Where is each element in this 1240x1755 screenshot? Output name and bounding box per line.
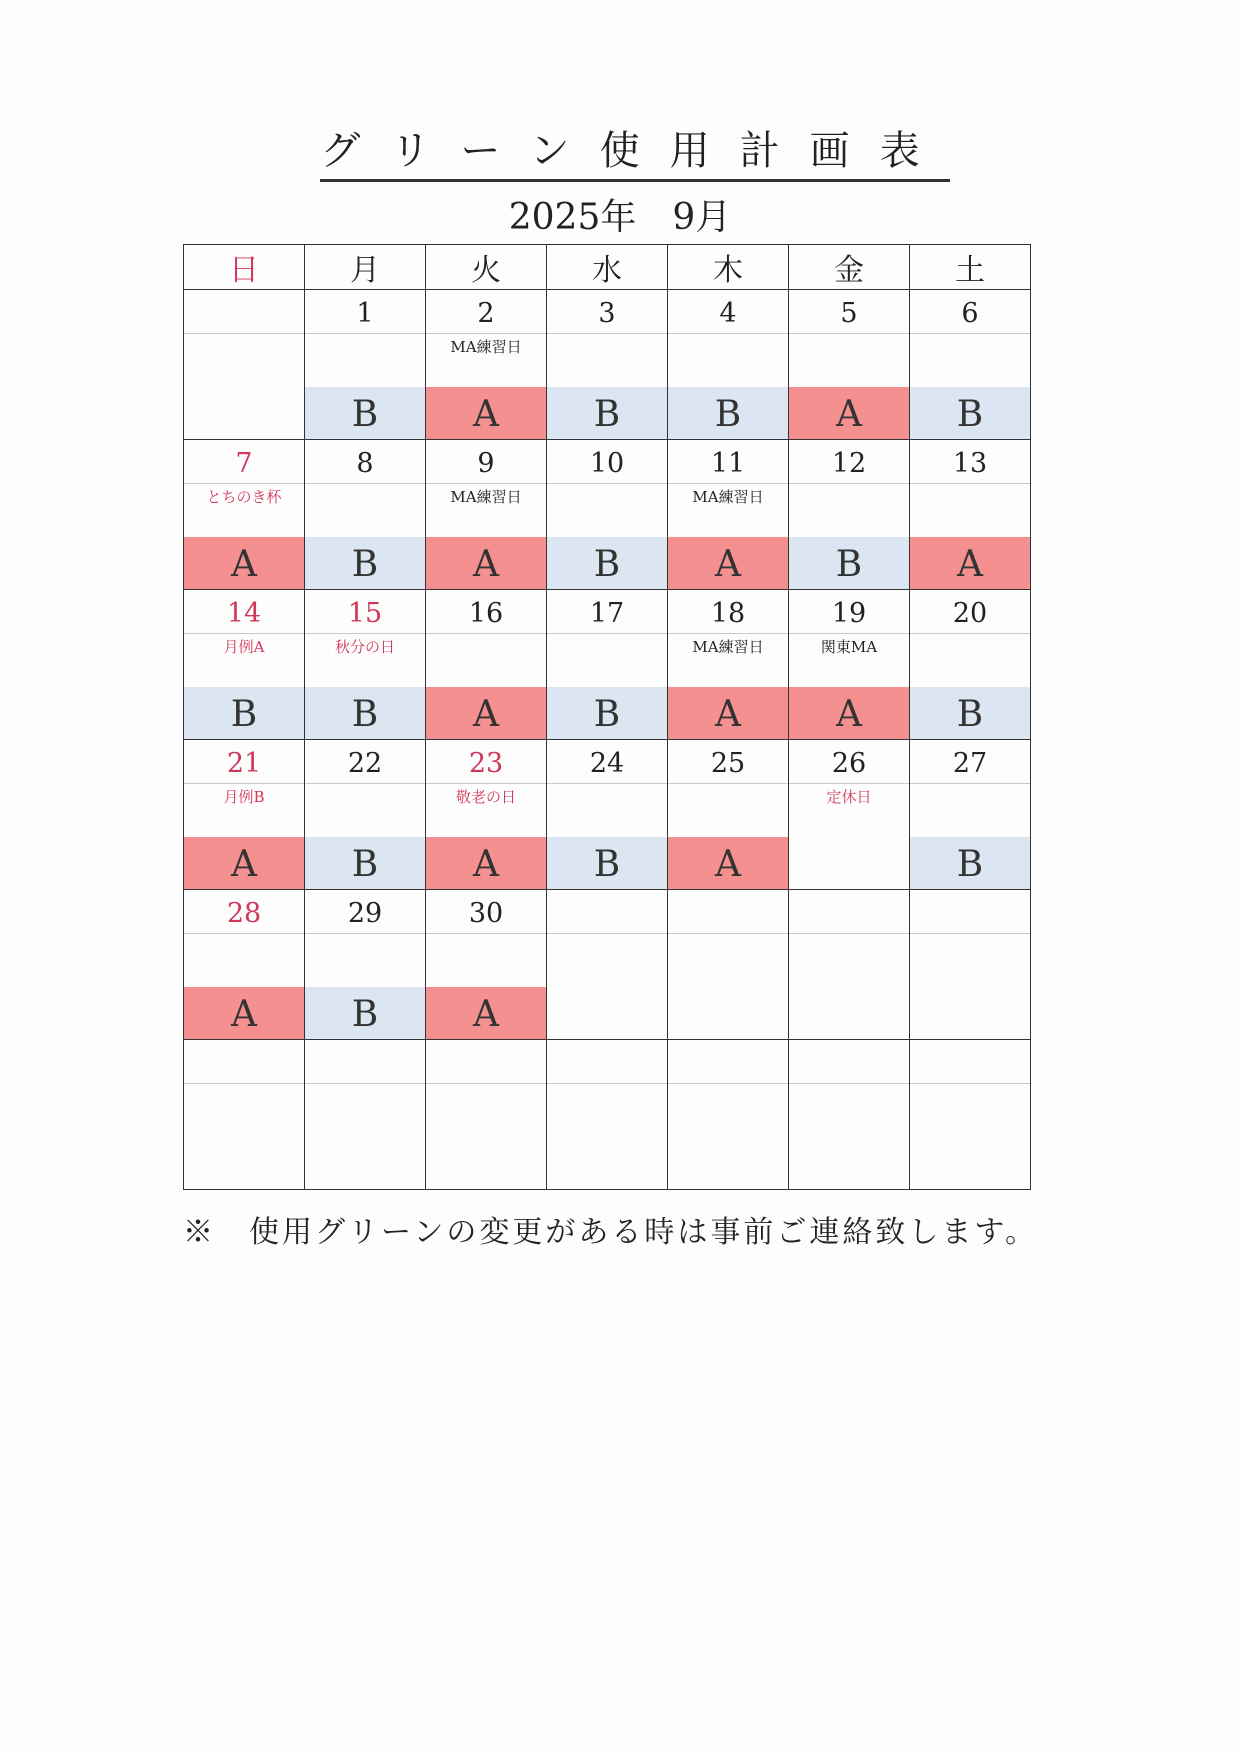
day-number: 30 [426, 890, 546, 934]
weekday-header: 月 [305, 245, 426, 290]
green-assignment: A [426, 387, 546, 439]
day-note [305, 934, 425, 976]
day-number: 1 [305, 290, 425, 334]
day-cell [910, 290, 1031, 440]
day-number [910, 890, 1030, 934]
green-assignment: A [668, 687, 788, 739]
day-cell [184, 590, 305, 740]
day-cell [426, 890, 547, 1040]
day-note [547, 334, 667, 376]
day-note: 関東MA [820, 638, 878, 656]
day-cell [547, 740, 668, 890]
day-number: 26 [789, 740, 909, 784]
day-note [305, 484, 425, 526]
green-assignment: B [668, 387, 788, 439]
weekday-header: 日 [184, 245, 305, 290]
green-assignment: A [426, 837, 546, 889]
day-number [426, 1040, 546, 1084]
day-number: 27 [910, 740, 1030, 784]
week-row [184, 440, 1031, 590]
day-cell [668, 590, 789, 740]
green-assignment: B [305, 987, 425, 1039]
day-note: MA練習日 [450, 338, 522, 356]
day-note [305, 784, 425, 826]
day-cell [910, 440, 1031, 590]
day-number [789, 1040, 909, 1084]
day-note [789, 484, 909, 526]
day-number: 22 [305, 740, 425, 784]
day-note [789, 934, 909, 976]
day-number: 10 [547, 440, 667, 484]
day-note [910, 634, 1030, 676]
footnote: ※ 使用グリーンの変更がある時は事前ご連絡致します。 [183, 1215, 1038, 1250]
day-number: 17 [547, 590, 667, 634]
green-assignment: A [668, 537, 788, 589]
day-cell [789, 290, 910, 440]
day-note: 秋分の日 [334, 638, 395, 656]
day-cell [910, 590, 1031, 740]
day-cell [426, 1040, 547, 1190]
day-note: MA練習日 [450, 488, 522, 506]
calendar-table [183, 244, 1031, 1190]
green-assignment: B [910, 837, 1030, 889]
green-assignment: A [426, 537, 546, 589]
day-number: 11 [668, 440, 788, 484]
day-cell [547, 440, 668, 590]
day-cell [184, 290, 305, 440]
day-note: MA練習日 [692, 488, 764, 506]
day-note [547, 784, 667, 826]
green-assignment: B [305, 837, 425, 889]
day-number: 29 [305, 890, 425, 934]
day-cell [910, 1040, 1031, 1190]
day-number: 16 [426, 590, 546, 634]
green-assignment: B [910, 687, 1030, 739]
green-assignment: A [668, 837, 788, 889]
day-note [547, 634, 667, 676]
day-number: 2 [426, 290, 546, 334]
day-number: 4 [668, 290, 788, 334]
day-note [910, 934, 1030, 976]
day-note: MA練習日 [692, 638, 764, 656]
day-note [910, 484, 1030, 526]
day-note [547, 934, 667, 976]
day-note [426, 634, 546, 676]
day-number: 28 [184, 890, 304, 934]
day-cell [789, 590, 910, 740]
day-cell [789, 1040, 910, 1190]
day-note [910, 334, 1030, 376]
day-cell [668, 890, 789, 1040]
day-cell [305, 590, 426, 740]
day-cell [426, 740, 547, 890]
day-note [184, 934, 304, 976]
title-text: グリーン使用計画表 [320, 129, 949, 182]
day-note: 敬老の日 [455, 788, 516, 806]
green-assignment: A [789, 387, 909, 439]
day-note [547, 1084, 667, 1126]
day-number: 7 [184, 440, 304, 484]
green-assignment: B [305, 387, 425, 439]
day-number [789, 890, 909, 934]
green-assignment: B [547, 687, 667, 739]
day-cell [426, 590, 547, 740]
day-cell [668, 1040, 789, 1190]
day-cell [668, 290, 789, 440]
week-row [184, 890, 1031, 1040]
green-assignment: A [184, 537, 304, 589]
green-assignment: B [547, 387, 667, 439]
day-number: 13 [910, 440, 1030, 484]
weekday-header: 木 [668, 245, 789, 290]
weekday-header: 水 [547, 245, 668, 290]
day-note: 月例A [223, 638, 265, 656]
weekday-header: 火 [426, 245, 547, 290]
week-row [184, 590, 1031, 740]
day-cell [910, 740, 1031, 890]
day-cell [184, 440, 305, 590]
day-cell [305, 1040, 426, 1190]
day-note [426, 934, 546, 976]
day-cell [305, 890, 426, 1040]
day-cell [547, 890, 668, 1040]
day-note: 定休日 [826, 788, 872, 806]
day-note [910, 1084, 1030, 1126]
day-note [668, 934, 788, 976]
day-note [789, 334, 909, 376]
week-row [184, 290, 1031, 440]
day-number [305, 1040, 425, 1084]
day-number: 14 [184, 590, 304, 634]
day-cell [426, 290, 547, 440]
day-number: 23 [426, 740, 546, 784]
day-note [305, 334, 425, 376]
day-number [547, 890, 667, 934]
day-cell [789, 740, 910, 890]
day-note [910, 784, 1030, 826]
day-number: 15 [305, 590, 425, 634]
page-title [0, 128, 1240, 182]
day-note [547, 484, 667, 526]
day-note: とちのき杯 [206, 488, 282, 506]
day-cell [910, 890, 1031, 1040]
day-cell [426, 440, 547, 590]
day-number [184, 1040, 304, 1084]
green-assignment: A [789, 687, 909, 739]
day-cell [184, 890, 305, 1040]
day-note [184, 334, 304, 376]
day-number [184, 290, 304, 334]
day-number [910, 1040, 1030, 1084]
day-number: 24 [547, 740, 667, 784]
green-assignment: A [910, 537, 1030, 589]
day-cell [789, 890, 910, 1040]
day-note [305, 1084, 425, 1126]
day-cell [789, 440, 910, 590]
day-number [668, 890, 788, 934]
calendar-body [184, 290, 1031, 1190]
day-cell [547, 290, 668, 440]
day-number: 12 [789, 440, 909, 484]
day-note [668, 1084, 788, 1126]
day-cell [184, 1040, 305, 1190]
day-cell [184, 740, 305, 890]
day-cell [547, 590, 668, 740]
day-cell [305, 440, 426, 590]
day-cell [668, 740, 789, 890]
green-assignment: B [547, 837, 667, 889]
green-assignment: B [910, 387, 1030, 439]
day-note [668, 784, 788, 826]
month-heading: 2025年 9月 [508, 197, 732, 238]
day-note [789, 1084, 909, 1126]
green-assignment: B [547, 537, 667, 589]
day-number: 25 [668, 740, 788, 784]
green-assignment: A [184, 987, 304, 1039]
day-number: 9 [426, 440, 546, 484]
day-note [184, 1084, 304, 1126]
day-number: 8 [305, 440, 425, 484]
day-number [668, 1040, 788, 1084]
day-number: 19 [789, 590, 909, 634]
day-cell [305, 290, 426, 440]
week-row [184, 740, 1031, 890]
day-cell [305, 740, 426, 890]
green-assignment: B [305, 537, 425, 589]
green-assignment: B [184, 687, 304, 739]
day-note [426, 1084, 546, 1126]
day-cell [668, 440, 789, 590]
green-assignment: B [789, 537, 909, 589]
day-number: 3 [547, 290, 667, 334]
day-cell [547, 1040, 668, 1190]
day-note [668, 334, 788, 376]
day-note: 月例B [223, 788, 265, 806]
weekday-header: 金 [789, 245, 910, 290]
weekday-header: 土 [910, 245, 1031, 290]
day-number: 5 [789, 290, 909, 334]
day-number: 6 [910, 290, 1030, 334]
week-row [184, 1040, 1031, 1190]
green-assignment: A [426, 687, 546, 739]
green-assignment: A [426, 987, 546, 1039]
day-number: 18 [668, 590, 788, 634]
day-number: 21 [184, 740, 304, 784]
green-assignment: B [305, 687, 425, 739]
green-assignment: A [184, 837, 304, 889]
weekday-header-row [184, 245, 1031, 290]
day-number [547, 1040, 667, 1084]
day-number: 20 [910, 590, 1030, 634]
